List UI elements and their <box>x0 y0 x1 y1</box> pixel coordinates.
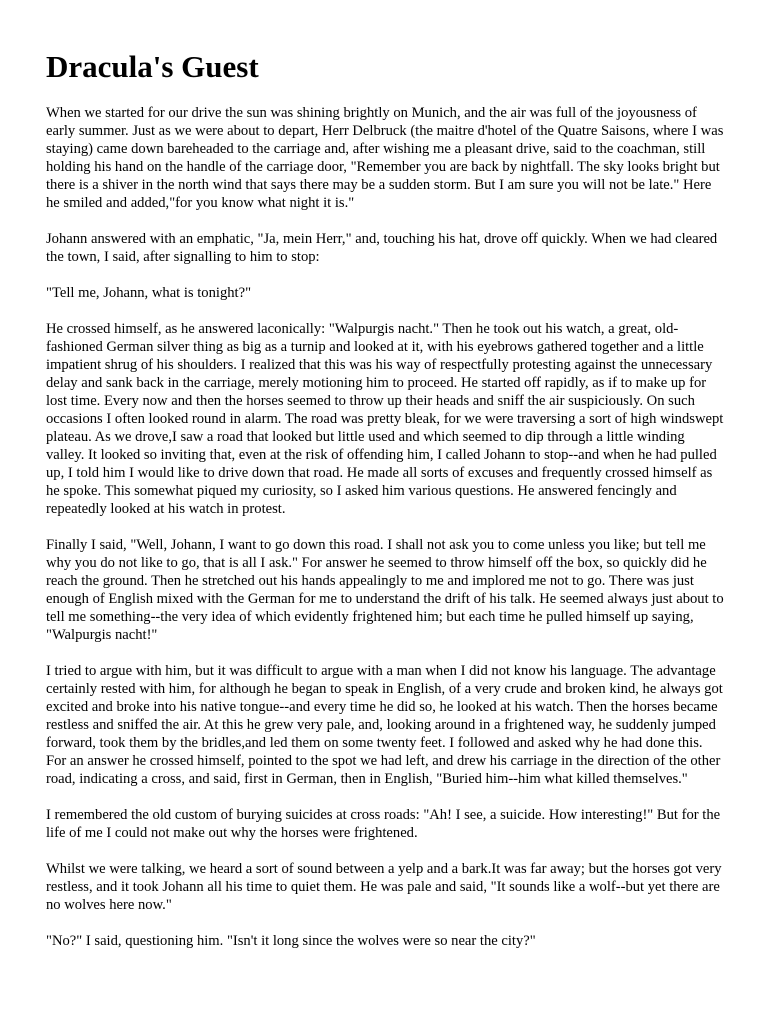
paragraph-2: Johann answered with an emphatic, "Ja, mein Herr," and, touching his hat, drove off quickly. When we had cleared the town, I said, after signalling to him to stop: <box>46 231 718 265</box>
paragraph-3: "Tell me, Johann, what is tonight?" <box>46 285 252 301</box>
paragraph-6: I tried to argue with him, but it was difficult to argue with a man when I did not know his language. The advantage certainly rested with him, for although he began to speak in English, of a very crude and broken kind, he always got excited and broke into his native tongue--and every time he did so, he looked at his watch. Then the horses became restless and sniffed the air. At this he grew very pale, and, looking around in a frightened way, he suddenly jumped forward, took them by the bridles,and led them on some twenty feet. I followed and asked why he had done this. For an answer he crossed himself, pointed to the spot we had left, and drew his carriage in the direction of the other road, indicating a cross, and said, first in German, then in English, "Buried him--him what killed themselves." <box>46 663 723 787</box>
paragraph-9: "No?" I said, questioning him. "Isn't it long since the wolves were so near the city?" <box>46 933 536 949</box>
paragraph-1: When we started for our drive the sun was shining brightly on Munich, and the air was full of the joyousness of early summer. Just as we were about to depart, Herr Delbruck (the maitre d'hotel of the Quatre Saisons, where I was staying) came down bareheaded to the carriage and, after wishing me a pleasant drive, said to the coachman, still holding his hand on the handle of the carriage door, "Remember you are back by nightfall. The sky looks bright but there is a shiver in the north wind that says there may be a sudden storm. But I am sure you will not be late." Here he smiled and added,"for you know what night it is." <box>46 105 724 211</box>
paragraph-4: He crossed himself, as he answered laconically: "Walpurgis nacht." Then he took out his watch, a great, old-fashioned German silver thing as big as a turnip and looked at it, with his eyebrows gathered together and a little impatient shrug of his shoulders. I realized that this was his way of respectfully protesting against the unnecessary delay and sank back in the carriage, merely motioning him to proceed. He started off rapidly, as if to make up for lost time. Every now and then the horses seemed to throw up their heads and sniff the air suspiciously. On such occasions I often looked round in alarm. The road was pretty bleak, for we were traversing a sort of high windswept plateau. As we drove,I saw a road that looked but little used and which seemed to dip through a little winding valley. It looked so inviting that, even at the risk of offending him, I called Johann to stop--and when he had pulled up, I told him I would like to drive down that road. He made all sorts of excuses and frequently crossed himself as he spoke. This somewhat piqued my curiosity, so I asked him various questions. He answered fencingly and repeatedly looked at his watch in protest. <box>46 321 724 517</box>
paragraph-7: I remembered the old custom of burying suicides at cross roads: "Ah! I see, a suicide. How interesting!" But for the life of me I could not make out why the horses were frightened. <box>46 807 721 841</box>
paragraph-5: Finally I said, "Well, Johann, I want to go down this road. I shall not ask you to come unless you like; but tell me why you do not like to go, that is all I ask." For answer he seemed to throw himself off the box, so quickly did he reach the ground. Then he stretched out his hands appealingly to me and implored me not to go. There was just enough of English mixed with the German for me to understand the drift of his talk. He seemed always just about to tell me something--the very idea of which evidently frightened him; but each time he pulled himself up saying, "Walpurgis nacht!" <box>46 537 724 643</box>
page-title: Dracula's Guest <box>46 49 259 84</box>
document-body <box>46 104 724 950</box>
paragraph-8: Whilst we were talking, we heard a sort of sound between a yelp and a bark.It was far away; but the horses got very restless, and it took Johann all his time to quiet them. He was pale and said, "It sounds like a wolf--but yet there are no wolves here now." <box>46 861 722 913</box>
